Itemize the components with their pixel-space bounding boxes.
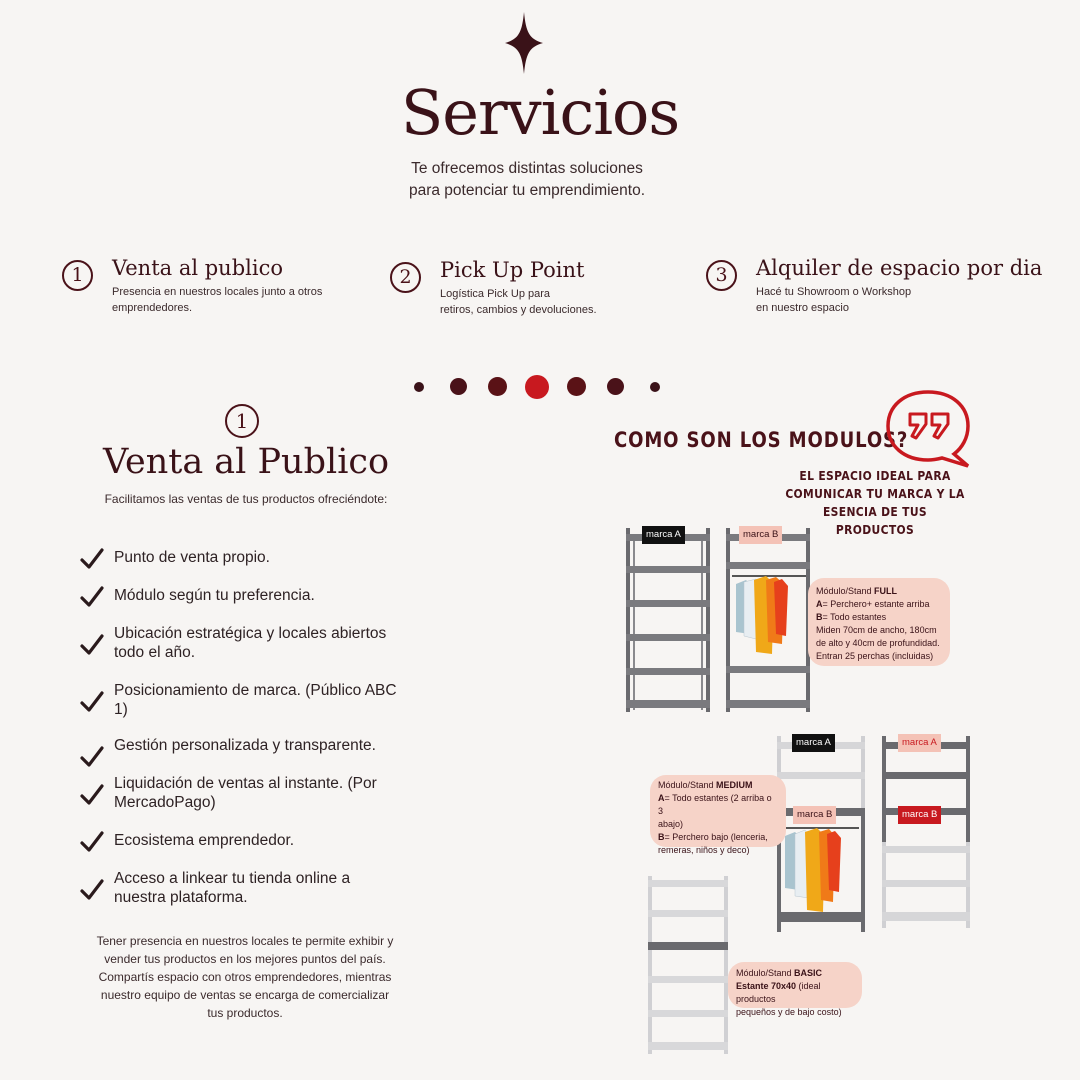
- service-number: 3: [706, 260, 737, 291]
- page-title: Servicios: [400, 76, 680, 149]
- modulos-title: COMO SON LOS MODULOS?: [614, 428, 909, 452]
- shelf-illustration: [622, 524, 714, 714]
- section-title: Venta al Publico: [102, 442, 390, 482]
- info-text: (ideal productos: [736, 981, 821, 1004]
- info-card-basic: [728, 962, 862, 1017]
- carousel-dot[interactable]: [450, 378, 467, 395]
- check-icon: [80, 831, 104, 853]
- list-item-text: Ecosistema emprendedor.: [114, 832, 295, 849]
- brand-tag: marca A: [898, 734, 941, 752]
- check-icon: [80, 746, 104, 768]
- list-item-text: Módulo según tu preferencia.: [114, 587, 315, 604]
- info-text: = Todo estantes (2 arriba o 3: [658, 793, 772, 816]
- brand-tag: marca B: [898, 806, 941, 824]
- brand-tag: marca A: [642, 526, 685, 544]
- info-key: A: [658, 793, 665, 803]
- info-text: remeras, niños y deco): [658, 845, 750, 855]
- quote-bubble-icon: [882, 388, 974, 470]
- list-item-text: Liquidación de ventas al instante. (Por MercadoPago): [114, 775, 377, 811]
- check-icon: [80, 634, 104, 656]
- section-body: [70, 932, 420, 1022]
- info-card-medium: [650, 775, 786, 855]
- shelf-illustration: [644, 872, 732, 1056]
- service-title: Venta al publico: [112, 256, 283, 280]
- carousel-dot[interactable]: [414, 382, 424, 392]
- sparkle-icon: [505, 12, 543, 74]
- service-desc-line: Logística Pick Up para: [440, 288, 551, 300]
- info-text: = Todo estantes: [822, 612, 887, 622]
- shelf-illustration: [773, 732, 869, 934]
- subtitle-line: para potenciar tu emprendimiento.: [408, 182, 646, 199]
- info-text: = Perchero+ estante arriba: [822, 599, 930, 609]
- info-text: abajo): [658, 819, 684, 829]
- info-prefix: Módulo/Stand: [658, 780, 717, 790]
- service-desc-line: en nuestro espacio: [756, 302, 849, 314]
- info-key: B: [816, 612, 823, 622]
- tagline-line: EL ESPACIO IDEAL PARA: [799, 468, 951, 483]
- carousel-dot[interactable]: [607, 378, 624, 395]
- info-text: = Perchero bajo (lenceria,: [664, 832, 768, 842]
- service-title: Alquiler de espacio por dia: [756, 256, 1043, 280]
- brand-tag: marca A: [792, 734, 835, 752]
- info-card-full: [808, 578, 950, 666]
- check-icon: [80, 784, 104, 806]
- info-key: B: [658, 832, 665, 842]
- info-prefix: Módulo/Stand: [816, 586, 875, 596]
- info-text: de alto y 40cm de profundidad.: [816, 638, 940, 648]
- check-icon: [80, 548, 104, 570]
- brand-tag: marca B: [793, 806, 836, 824]
- carousel-dot[interactable]: [567, 377, 586, 396]
- service-desc-line: retiros, cambios y devoluciones.: [440, 304, 597, 316]
- check-icon: [80, 879, 104, 901]
- check-icon: [80, 586, 104, 608]
- service-desc-line: Hacé tu Showroom o Workshop: [756, 286, 912, 298]
- service-desc-line: emprendedores.: [112, 302, 193, 314]
- carousel-dot-active[interactable]: [525, 375, 549, 399]
- page-subtitle: [0, 158, 1054, 202]
- info-text: Entran 25 perchas (incluidas): [816, 651, 934, 661]
- tagline-line: COMUNICAR TU MARCA Y LA: [785, 486, 965, 501]
- shelf-illustration: [878, 732, 974, 932]
- body-line: Tener presencia en nuestros locales te permite exhibir y: [96, 934, 394, 948]
- carousel-dot[interactable]: [650, 382, 660, 392]
- service-title: Pick Up Point: [440, 258, 585, 282]
- list-item-text: Acceso a linkear tu tienda online a nuestra plataforma.: [114, 870, 351, 906]
- tagline-line: ESENCIA DE TUS PRODUCTOS: [822, 504, 928, 537]
- check-icon: [80, 691, 104, 713]
- list-item-text: Gestión personalizada y transparente.: [114, 737, 376, 754]
- carousel-dot[interactable]: [488, 377, 507, 396]
- info-kind: MEDIUM: [716, 780, 753, 790]
- info-kind: FULL: [874, 586, 898, 596]
- service-desc: [440, 286, 597, 318]
- section-number: 1: [225, 404, 259, 438]
- subtitle-line: Te ofrecemos distintas soluciones: [411, 160, 643, 177]
- info-bold: Estante 70x40: [736, 981, 797, 991]
- section-intro: Facilitamos las ventas de tus productos ofreciéndote:: [104, 492, 388, 506]
- service-number: 2: [390, 262, 421, 293]
- body-line: nuestro equipo de ventas se encarga de comercializar: [100, 988, 390, 1002]
- service-desc-line: Presencia en nuestros locales junto a otros: [112, 286, 323, 298]
- body-line: Compartís espacio con otros emprendedores, mientras: [98, 970, 392, 984]
- info-kind: BASIC: [794, 968, 823, 978]
- info-text: pequeños y de bajo costo): [736, 1007, 842, 1017]
- info-prefix: Módulo/Stand: [736, 968, 795, 978]
- list-item-text: Posicionamiento de marca. (Público ABC 1): [114, 682, 397, 718]
- body-line: vender tus productos en los mejores puntos del país.: [104, 952, 386, 966]
- brand-tag: marca B: [739, 526, 782, 544]
- clothes-rack-illustration: [722, 524, 814, 714]
- list-item-text: Punto de venta propio.: [114, 549, 270, 566]
- list-item-text: Ubicación estratégica y locales abiertos todo el año.: [114, 625, 387, 661]
- service-desc: [756, 284, 911, 316]
- service-number: 1: [62, 260, 93, 291]
- info-text: Miden 70cm de ancho, 180cm: [816, 625, 937, 635]
- info-key: A: [816, 599, 823, 609]
- service-desc: [112, 284, 322, 316]
- body-line: tus productos.: [207, 1006, 283, 1020]
